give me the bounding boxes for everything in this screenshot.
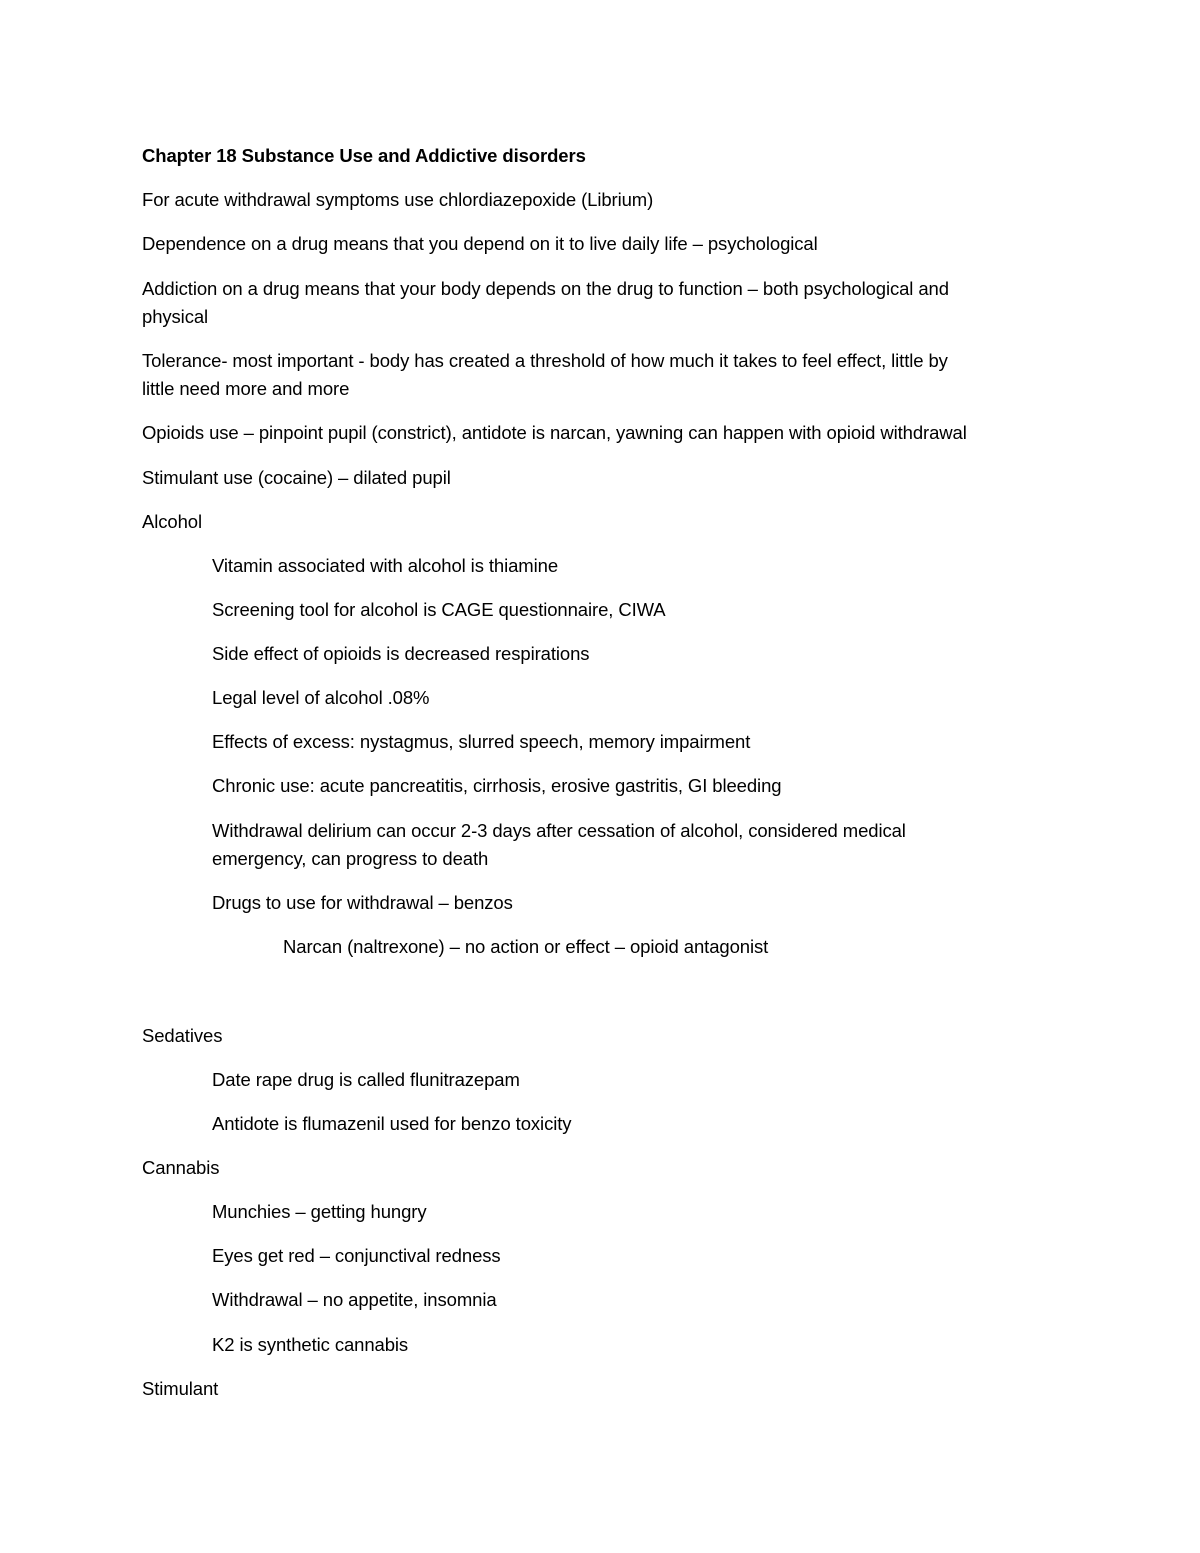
note-line: Dependence on a drug means that you depend on it to live daily life – psychological — [142, 233, 818, 254]
section-heading-cannabis: Cannabis — [142, 1157, 220, 1178]
sedatives-item: Antidote is flumazenil used for benzo toxicity — [212, 1113, 572, 1134]
cannabis-item: K2 is synthetic cannabis — [212, 1334, 409, 1355]
note-line: physical — [142, 306, 209, 327]
section-heading-alcohol: Alcohol — [142, 511, 202, 532]
section-heading-sedatives: Sedatives — [142, 1025, 223, 1046]
note-line: Opioids use – pinpoint pupil (constrict), antidote is narcan, yawning can happen with opioid withdrawal — [142, 422, 967, 443]
note-line: Addiction on a drug means that your body depends on the drug to function – both psychological and — [142, 278, 949, 299]
chapter-title: Chapter 18 Substance Use and Addictive disorders — [142, 145, 586, 166]
cannabis-item: Munchies – getting hungry — [212, 1201, 427, 1222]
section-heading-stimulant: Stimulant — [142, 1378, 219, 1399]
sedatives-item: Date rape drug is called flunitrazepam — [212, 1069, 520, 1090]
alcohol-item: Screening tool for alcohol is CAGE questionnaire, CIWA — [212, 599, 666, 620]
alcohol-item: Side effect of opioids is decreased respirations — [212, 643, 590, 664]
cannabis-item: Eyes get red – conjunctival redness — [212, 1245, 501, 1266]
alcohol-item: Effects of excess: nystagmus, slurred speech, memory impairment — [212, 731, 751, 752]
alcohol-sub-item: Narcan (naltrexone) – no action or effect – opioid antagonist — [283, 936, 769, 957]
alcohol-item: emergency, can progress to death — [212, 848, 489, 869]
alcohol-item: Chronic use: acute pancreatitis, cirrhosis, erosive gastritis, GI bleeding — [212, 775, 782, 796]
note-line: Stimulant use (cocaine) – dilated pupil — [142, 467, 451, 488]
alcohol-item: Vitamin associated with alcohol is thiamine — [212, 555, 559, 576]
note-line: little need more and more — [142, 378, 350, 399]
cannabis-item: Withdrawal – no appetite, insomnia — [212, 1289, 497, 1310]
note-line: Tolerance- most important - body has created a threshold of how much it takes to feel effect, little by — [142, 350, 948, 371]
alcohol-item: Drugs to use for withdrawal – benzos — [212, 892, 513, 913]
note-line: For acute withdrawal symptoms use chlordiazepoxide (Librium) — [142, 189, 654, 210]
alcohol-item: Withdrawal delirium can occur 2-3 days after cessation of alcohol, considered medical — [212, 820, 906, 841]
alcohol-item: Legal level of alcohol .08% — [212, 687, 430, 708]
